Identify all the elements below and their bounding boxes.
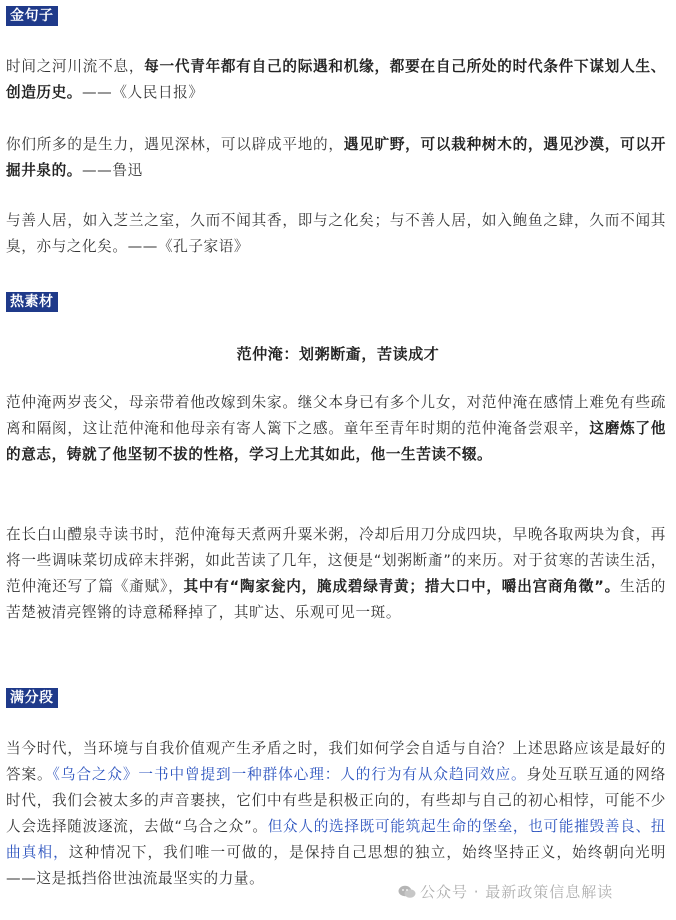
paragraph-text-2: 身处互联互通的网络时代，我们会被太多的声音裹挟，它们中有些是积极正向的，有些却与自己的初心相悖，可能不少人会选择随波逐流，去做“乌合之众”。 (6, 766, 666, 835)
quote-paragraph-2 (6, 132, 666, 184)
quote-3-source: ——《孔子家语》 (127, 238, 250, 255)
paragraph-text-3: 这种情况下，我们唯一可做的，是保持自己思想的独立，始终坚持正义，始终朝向光明——这是抵挡俗世浊流最坚实的力量。 (6, 844, 667, 887)
watermark-text: 公众号 · 最新政策信息解读 (420, 883, 614, 901)
paragraph-text-1: 当今时代，当环境与自我价值观产生矛盾之时，我们如何学会自适与自洽？上述思路应该是最好的答案。 (6, 740, 666, 783)
watermark (398, 882, 613, 902)
material-paragraph-2 (6, 522, 666, 626)
wechat-icon (398, 884, 416, 898)
quote-paragraph-3 (6, 208, 666, 260)
quote-1-source: ——《人民日报》 (81, 84, 204, 101)
quote-paragraph-1 (6, 54, 666, 106)
full-score-paragraph (6, 736, 666, 892)
material-paragraph-1 (6, 390, 666, 468)
paragraph-blue-2: 但众人的选择既可能筑起生命的堡垒，也可能摧毁善良、扭曲真相， (6, 818, 666, 861)
quote-3-text: 与善人居，如入芝兰之室，久而不闻其香，即与之化矣；与不善人居，如入鲍鱼之肆，久而不闻其臭，亦与之化矣。 (6, 212, 666, 255)
quote-1-text: 时间之河川流不息， (6, 58, 145, 75)
quote-2-text: 你们所多的是生力，遇见深林，可以辟成平地的， (6, 136, 344, 153)
paragraph-blue-1: 《乌合之众》一书中曾提到一种群体心理：人的行为有从众趋同效应。 (52, 766, 527, 783)
material-p2-text-1: 在长白山醴泉寺读书时，范仲淹每天煮两升粟米粥，冷却后用刀分成四块，早晚各取两块为食，再将一些调味菜切成碎末拌粥，如此苦读了几年，这便是“划粥断齑”的来历。对于贫寒的苦读生活，范仲淹还写了篇《齑赋》， (6, 526, 666, 595)
section-tag-paragraph: 满分段 (6, 688, 58, 708)
material-p2-bold: 其中有“陶家瓮内，腌成碧绿青黄；措大口中，嚼出宫商角徵”。 (183, 578, 620, 595)
material-title: 范仲淹：划粥断齑，苦读成才 (236, 345, 440, 363)
quote-2-source: ——鲁迅 (81, 162, 143, 179)
quote-2-bold: 遇见旷野，可以栽种树木的，遇见沙漠，可以开掘井泉的。 (6, 136, 667, 179)
quote-1-bold: 每一代青年都有自己的际遇和机缘，都要在自己所处的时代条件下谋划人生、创造历史。 (6, 58, 666, 101)
material-p2-text-2: 生活的苦楚被清亮铿锵的诗意稀释掉了，其旷达、乐观可见一斑。 (6, 578, 666, 621)
material-p1-text: 范仲淹两岁丧父，母亲带着他改嫁到朱家。继父本身已有多个儿女，对范仲淹在感情上难免有些疏离和隔阂，这让范仲淹和他母亲有寄人篱下之感。童年至青年时期的范仲淹备尝艰辛， (6, 394, 666, 437)
material-p1-bold: 这磨炼了他的意志，铸就了他坚韧不拔的性格，学习上尤其如此，他一生苦读不辍。 (6, 420, 666, 463)
section-tag-material: 热素材 (6, 292, 58, 312)
section-tag-quotes: 金句子 (6, 6, 58, 26)
